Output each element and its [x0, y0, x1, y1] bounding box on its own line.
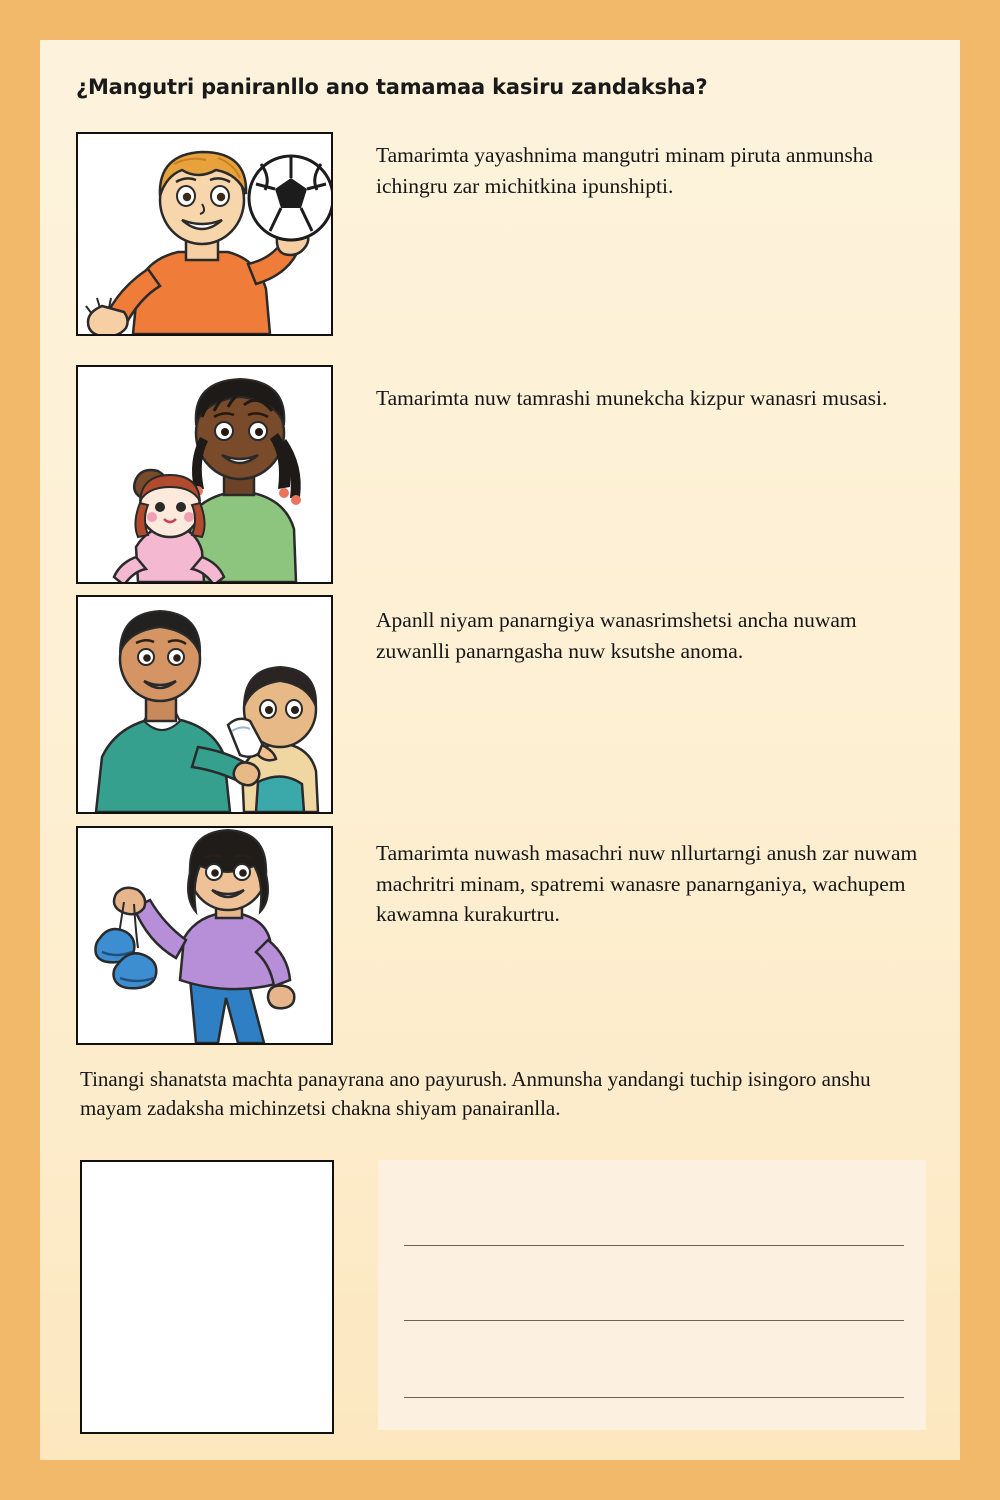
girl-holding-blue-shoes-illustration [78, 828, 331, 1043]
worksheet-page [40, 40, 960, 1460]
panel-father-feeding-baby [76, 595, 333, 814]
panel-girl-holding-shoes [76, 826, 333, 1045]
panel-girl-braiding-doll-hair [76, 365, 333, 584]
page-title: ¿Mangutri paniranllo ano tamamaa kasiru zandaksha? [76, 75, 708, 99]
write-line-3[interactable] [404, 1397, 904, 1398]
writing-lines-area[interactable] [378, 1160, 926, 1430]
item-text-4: Tamarimta nuwash masachri nuw nllurtarngi anush zar nuwam machritri minam, spatremi wanasre panarnganiya, wachupem kawamna kurakurtru. [376, 841, 918, 927]
item-text-2: Tamarimta nuw tamrashi munekcha kizpur wanasri musasi. [376, 386, 888, 410]
item-text-1: Tamarimta yayashnima mangutri minam piruta anmunsha ichingru zar michitkina ipunshipti. [376, 143, 874, 198]
drawing-area[interactable] [80, 1160, 334, 1434]
content-row-2 [76, 365, 926, 580]
footnote-text: Tinangi shanatsta machta panayrana ano payurush. Anmunsha yandangi tuchip isingoro anshu mayam zadaksha michinzetsi chakna shiyam panairanlla. [80, 1067, 871, 1121]
item-text-3: Apanll niyam panarngiya wanasrimshetsi ancha nuwam zuwanlli panarngasha nuw ksutshe anoma. [376, 608, 857, 663]
boy-holding-soccer-ball-illustration [78, 134, 331, 334]
panel-boy-holding-soccer-ball [76, 132, 333, 336]
girl-braiding-doll-hair-illustration [78, 367, 331, 582]
write-line-2[interactable] [404, 1320, 904, 1321]
write-line-1[interactable] [404, 1245, 904, 1246]
father-feeding-baby-bottle-illustration [78, 597, 331, 812]
content-row-4 [76, 826, 926, 1041]
content-row-3 [76, 595, 926, 810]
content-row-1 [76, 132, 926, 332]
